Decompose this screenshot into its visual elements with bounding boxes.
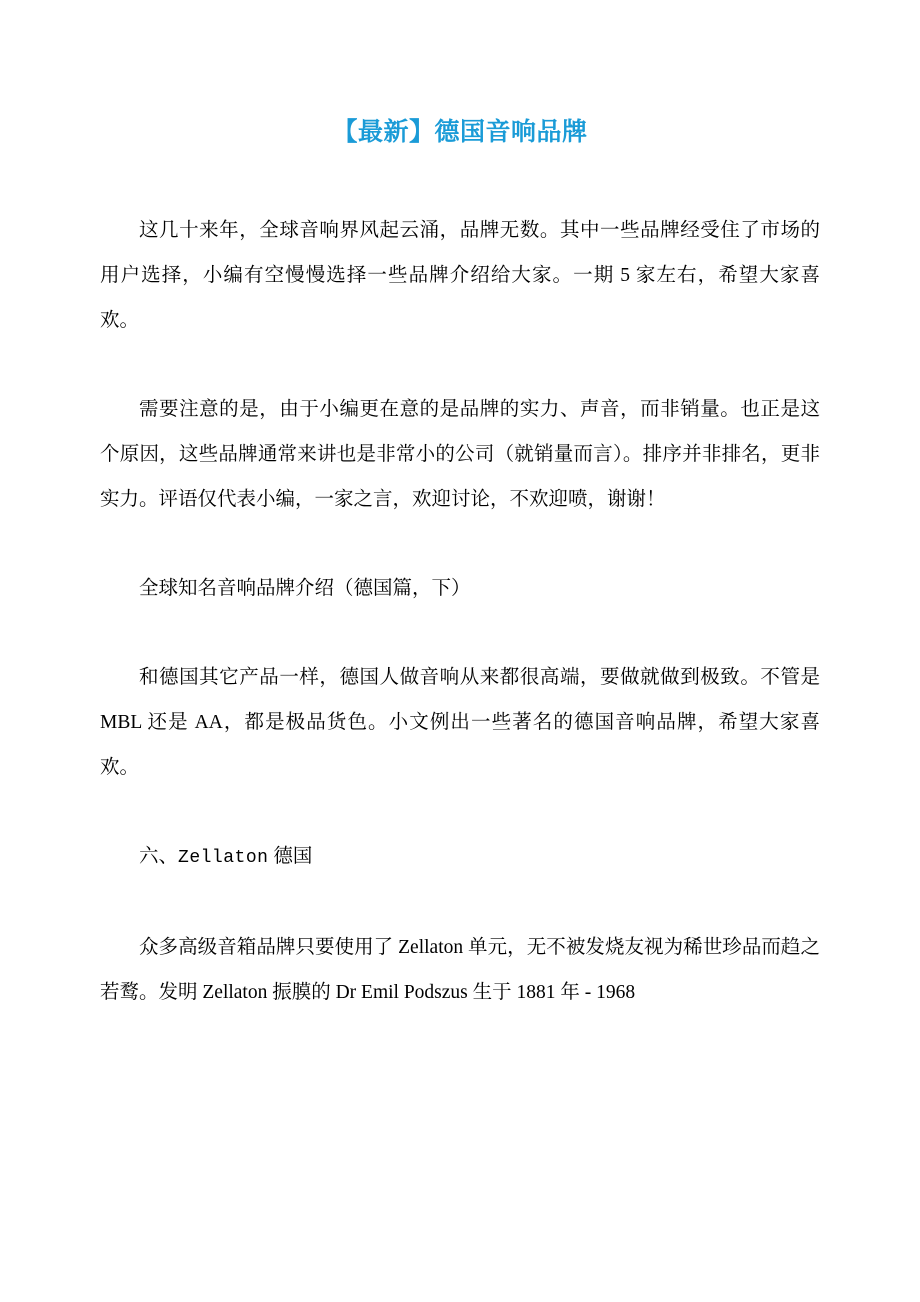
section-brand-name: Zellaton	[178, 848, 269, 868]
page-title: 【最新】德国音响品牌	[332, 119, 588, 146]
section-heading-zellaton	[100, 834, 820, 881]
paragraph-germany-intro: 和德国其它产品一样，德国人做音响从来都很高端，要做就做到极致。不管是 MBL 还是 AA，都是极品货色。小文例出一些著名的德国音响品牌，希望大家喜欢。	[100, 667, 820, 778]
paragraph-note: 需要注意的是，由于小编更在意的是品牌的实力、声音，而非销量。也正是这个原因，这些品牌通常来讲也是非常小的公司（就销量而言）。排序并非排名，更非实力。评语仅代表小编，一家之言，欢迎讨论，不欢迎喷，谢谢！	[100, 399, 820, 510]
title-spacer	[100, 148, 820, 208]
paragraph-gap-3	[100, 611, 820, 655]
paragraph-series-heading: 全球知名音响品牌介绍（德国篇，下）	[139, 578, 471, 599]
paragraph-intro: 这几十来年，全球音响界风起云涌，品牌无数。其中一些品牌经受住了市场的用户选择，小编有空慢慢选择一些品牌介绍给大家。一期 5 家左右，希望大家喜欢。	[100, 220, 820, 331]
paragraph-gap-1	[100, 343, 820, 387]
paragraph-gap-2	[100, 522, 820, 566]
document-body	[100, 208, 820, 1015]
paragraph-gap-4	[100, 790, 820, 834]
paragraph-gap-5	[100, 881, 820, 925]
paragraph-zellaton-body: 众多高级音箱品牌只要使用了 Zellaton 单元，无不被发烧友视为稀世珍品而趋之若鹜。发明 Zellaton 振膜的 Dr Emil Podszus 生于 1881 年 - 1968	[100, 937, 820, 1003]
section-region: 德国	[268, 846, 313, 867]
section-index: 六、	[139, 846, 179, 867]
